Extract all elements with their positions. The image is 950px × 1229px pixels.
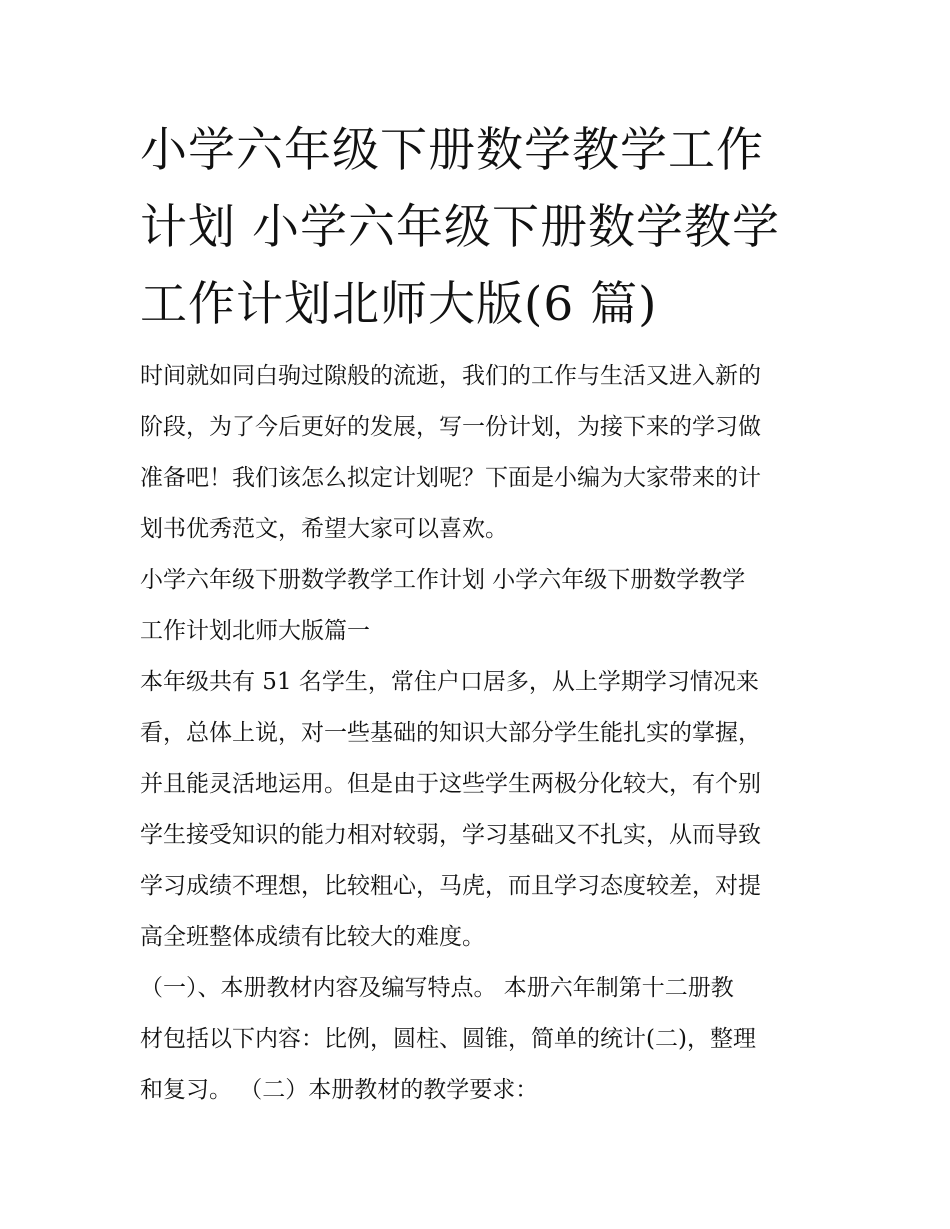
text-line: 小学六年级下册数学教学工作计划 小学六年级下册数学教学 — [140, 567, 746, 593]
document-page — [140, 112, 820, 1116]
text-line: 学习成绩不理想，比较粗心，马虎，而且学习态度较差，对提 — [140, 873, 761, 899]
title-line: 计划 小学六年级下册数学教学 — [140, 200, 780, 255]
title-line: 工作计划北师大版(6 篇) — [140, 277, 658, 332]
text-line: （一）、本册教材内容及编写特点。 本册六年制第十二册教 — [140, 975, 734, 1001]
text-line: 划书优秀范文，希望大家可以喜欢。 — [140, 516, 508, 542]
text-line: 和复习。 （二）本册教材的教学要求： — [140, 1077, 539, 1103]
student-overview-paragraph — [140, 657, 820, 963]
title-line: 小学六年级下册数学教学工作 — [140, 123, 764, 178]
text-line: 材包括以下内容：比例，圆柱、圆锥，简单的统计(二)，整理 — [140, 1026, 756, 1052]
text-line: 准备吧！我们该怎么拟定计划呢？下面是小编为大家带来的计 — [140, 465, 761, 491]
section-heading — [140, 555, 820, 657]
textbook-content-paragraph — [140, 963, 820, 1116]
text-line: 高全班整体成绩有比较大的难度。 — [140, 924, 485, 950]
text-line: 看，总体上说，对一些基础的知识大部分学生能扎实的掌握， — [140, 720, 761, 746]
text-line: 工作计划北师大版篇一 — [140, 618, 370, 644]
text-line: 本年级共有 51 名学生，常住户口居多，从上学期学习情况来 — [140, 669, 759, 695]
text-line: 阶段，为了今后更好的发展，写一份计划，为接下来的学习做 — [140, 414, 761, 440]
text-line: 并且能灵活地运用。但是由于这些学生两极分化较大，有个别 — [140, 771, 761, 797]
intro-paragraph — [140, 351, 820, 555]
text-line: 时间就如同白驹过隙般的流逝，我们的工作与生活又进入新的 — [140, 363, 761, 389]
text-line: 学生接受知识的能力相对较弱，学习基础又不扎实，从而导致 — [140, 822, 761, 848]
document-title — [140, 112, 820, 343]
